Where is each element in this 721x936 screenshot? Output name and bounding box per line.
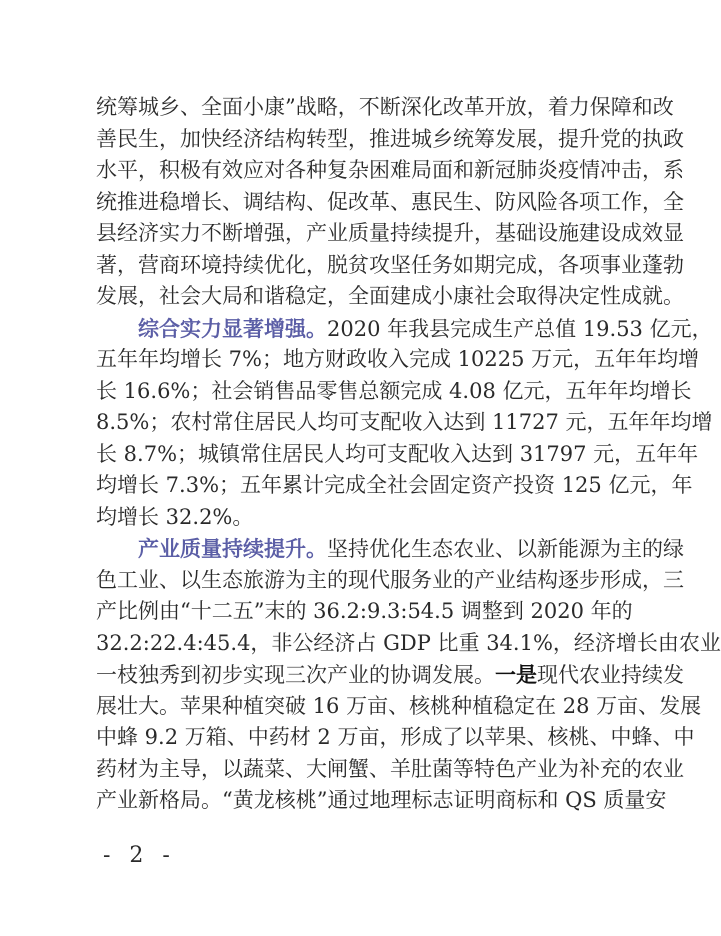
text-span: 坚持优化生态农业、以新能源为主的绿 — [327, 537, 684, 561]
text-line: 8.5%；农村常住居民人均可支配收入达到 11727 元，五年年均增 — [96, 410, 713, 434]
text-line: 色工业、以生态旅游为主的现代服务业的产业结构逐步形成，三 — [96, 567, 684, 592]
text-line: 长 8.7%；城镇常住居民人均可支配收入达到 31797 元，五年年 — [96, 441, 699, 466]
text-line — [96, 533, 684, 565]
page-number: - 2 - — [103, 843, 176, 868]
text-line: 中蜂 9.2 万箱、中药材 2 万亩，形成了以苹果、核桃、中蜂、中 — [96, 725, 695, 749]
text-line — [96, 313, 713, 345]
paragraph-overall-strength — [96, 313, 713, 534]
text-line: 统推进稳增长、调结构、促改革、惠民生、防风险各项工作，全 — [96, 189, 684, 214]
text-line: 产比例由“十二五”末的 36.2:9.3:54.5 调整到 2020 年的 — [96, 599, 633, 623]
text-line: 长 16.6%；社会销售品零售总额完成 4.08 亿元，五年年均增长 — [96, 378, 692, 403]
document-body — [96, 92, 721, 817]
text-line: 药材为主导，以蔬菜、大闸蟹、羊肚菌等特色产业为补充的农业 — [96, 756, 684, 781]
text-line: 发展，社会大局和谐稳定，全面建成小康社会取得决定性成就。 — [96, 284, 684, 308]
text-line: 五年年均增长 7%；地方财政收入完成 10225 万元，五年年均增 — [96, 347, 700, 371]
text-line: 展壮大。苹果种植突破 16 万亩、核桃种植稳定在 28 万亩、发展 — [96, 693, 702, 718]
text-line: 善民生，加快经济结构转型，推进城乡统筹发展，提升党的执政 — [96, 126, 684, 151]
bold-marker: 一是 — [495, 662, 537, 687]
text-line: 均增长 7.3%；五年累计完成全社会固定资产投资 125 亿元，年 — [96, 473, 693, 497]
text-line: 产业新格局。“黄龙核桃”通过地理标志证明商标和 QS 质量安 — [96, 788, 667, 812]
text-line: 水平，积极有效应对各种复杂困难局面和新冠肺炎疫情冲击，系 — [96, 158, 684, 182]
text-span: 一枝独秀到初步实现三次产业的协调发展。 — [96, 663, 495, 687]
section-heading: 综合实力显著增强。 — [138, 315, 327, 341]
paragraph-industry-quality — [96, 533, 721, 817]
text-line: 著，营商环境持续优化，脱贫攻坚任务如期完成，各项事业蓬勃 — [96, 252, 684, 277]
text-line — [96, 659, 684, 691]
text-line: 统筹城乡、全面小康”战略，不断深化改革开放，着力保障和改 — [96, 95, 674, 119]
paragraph-summary — [96, 92, 684, 313]
section-heading: 产业质量持续提升。 — [138, 536, 327, 561]
text-line: 县经济实力不断增强，产业质量持续提升，基础设施建设成效显 — [96, 221, 684, 245]
text-line: 均增长 32.2%。 — [96, 504, 254, 529]
text-line: 32.2:22.4:45.4，非公经济占 GDP 比重 34.1%，经济增长由农业 — [96, 630, 721, 655]
text-span: 2020 年我县完成生产总值 19.53 亿元， — [327, 316, 713, 341]
text-span: 现代农业持续发 — [537, 663, 684, 687]
